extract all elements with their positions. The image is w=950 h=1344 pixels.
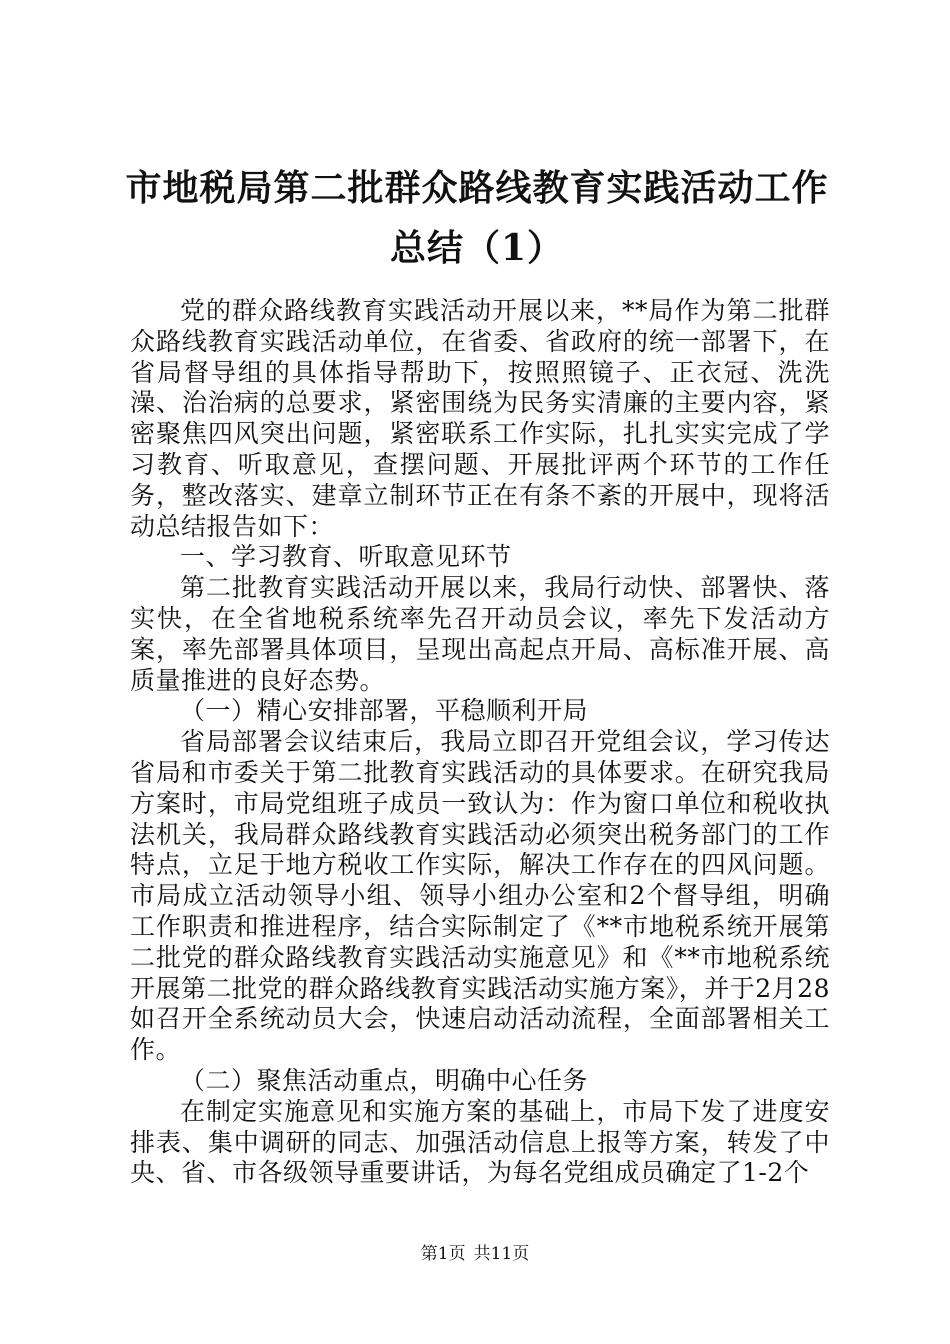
subsection-heading-1: （一）精心安排部署，平稳顺利开局 (180, 696, 589, 726)
page-number: 第1页 (420, 1244, 466, 1264)
subsection-heading-2: （二）聚焦活动重点，明确中心任务 (180, 1065, 589, 1095)
subsection-2-paragraph: 在制定实施意见和实施方案的基础上，市局下发了进度安排表、集中调研的同志、加强活动信息上报等方案，转发了中央、省、市各级领导重要讲话，为每名党组成员确定了1-2个 (130, 1096, 830, 1188)
document-title: 市地税局第二批群众路线教育实践活动工作总结（1） (125, 167, 829, 269)
page-footer (0, 1243, 950, 1265)
section-1-paragraph: 第二批教育实践活动开展以来，我局行动快、部署快、落实快，在全省地税系统率先召开动员会议，率先下发活动方案，率先部署具体项目，呈现出高起点开局、高标准开展、高质量推进的良好态势。 (130, 573, 830, 695)
document-body (130, 296, 830, 1189)
subsection-1-paragraph: 省局部署会议结束后，我局立即召开党组会议，学习传达省局和市委关于第二批教育实践活动的具体要求。在研究我局方案时，市局党组班子成员一致认为：作为窗口单位和税收执法机关，我局群众路线教育实践活动必须突出税务部门的工作特点，立足于地方税收工作实际，解决工作存在的四风问题。市局成立活动领导小组、领导小组办公室和2个督导组，明确工作职责和推进程序，结合实际制定了《**市地税系统开展第二批党的群众路线教育实践活动实施意见》和《**市地税系统开展第二批党的群众路线教育实践活动实施方案》，并于2月28如召开全系统动员大会，快速启动活动流程，全面部署相关工作。 (130, 727, 830, 1065)
page-total: 共11页 (473, 1244, 530, 1264)
intro-paragraph: 党的群众路线教育实践活动开展以来，**局作为第二批群众路线教育实践活动单位，在省委、省政府的统一部署下，在省局督导组的具体指导帮助下，按照照镜子、正衣冠、洗洗澡、治治病的总要求，紧密围绕为民务实清廉的主要内容，紧密聚焦四风突出问题，紧密联系工作实际，扎扎实实完成了学习教育、听取意见，查摆问题、开展批评两个环节的工作任务，整改落实、建章立制环节正在有条不紊的开展中，现将活动总结报告如下： (130, 296, 830, 541)
section-heading-1: 一、学习教育、听取意见环节 (180, 542, 512, 572)
